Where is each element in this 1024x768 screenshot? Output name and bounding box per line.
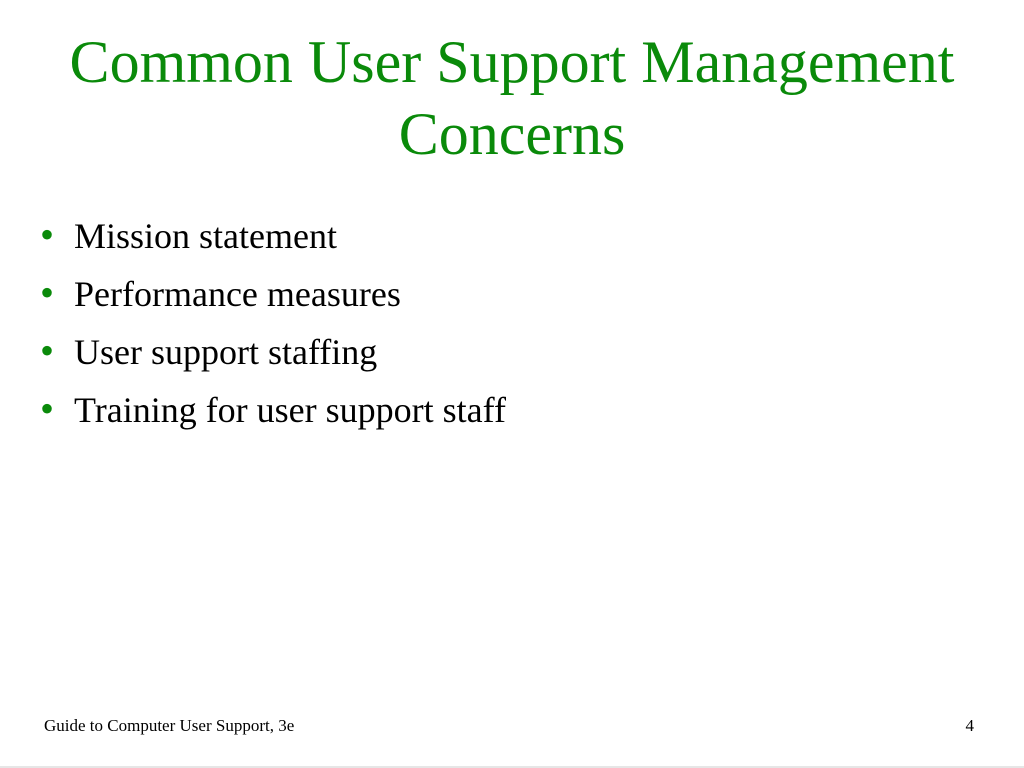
- bullet-item: [40, 328, 506, 389]
- footer-book-title: Guide to Computer User Support, 3e: [44, 716, 295, 735]
- bullet-item: [40, 270, 506, 331]
- bullet-text: Performance measures: [74, 274, 401, 314]
- bullet-list: [40, 212, 506, 447]
- bullet-dot-icon: •: [40, 212, 55, 257]
- bullet-text: Mission statement: [74, 216, 337, 256]
- bullet-dot-icon: •: [40, 386, 55, 431]
- bullet-item: [40, 212, 506, 273]
- slide-title-line-1: Common User Support Management: [69, 29, 955, 95]
- slide-title-line-2: Concerns: [398, 101, 626, 167]
- bullet-text: Training for user support staff: [74, 390, 506, 430]
- bullet-item: [40, 386, 506, 447]
- slide-title: [20, 26, 1004, 170]
- page-number: 4: [965, 716, 974, 735]
- bullet-dot-icon: •: [40, 270, 55, 315]
- bullet-text: User support staffing: [74, 332, 378, 372]
- bullet-dot-icon: •: [40, 328, 55, 373]
